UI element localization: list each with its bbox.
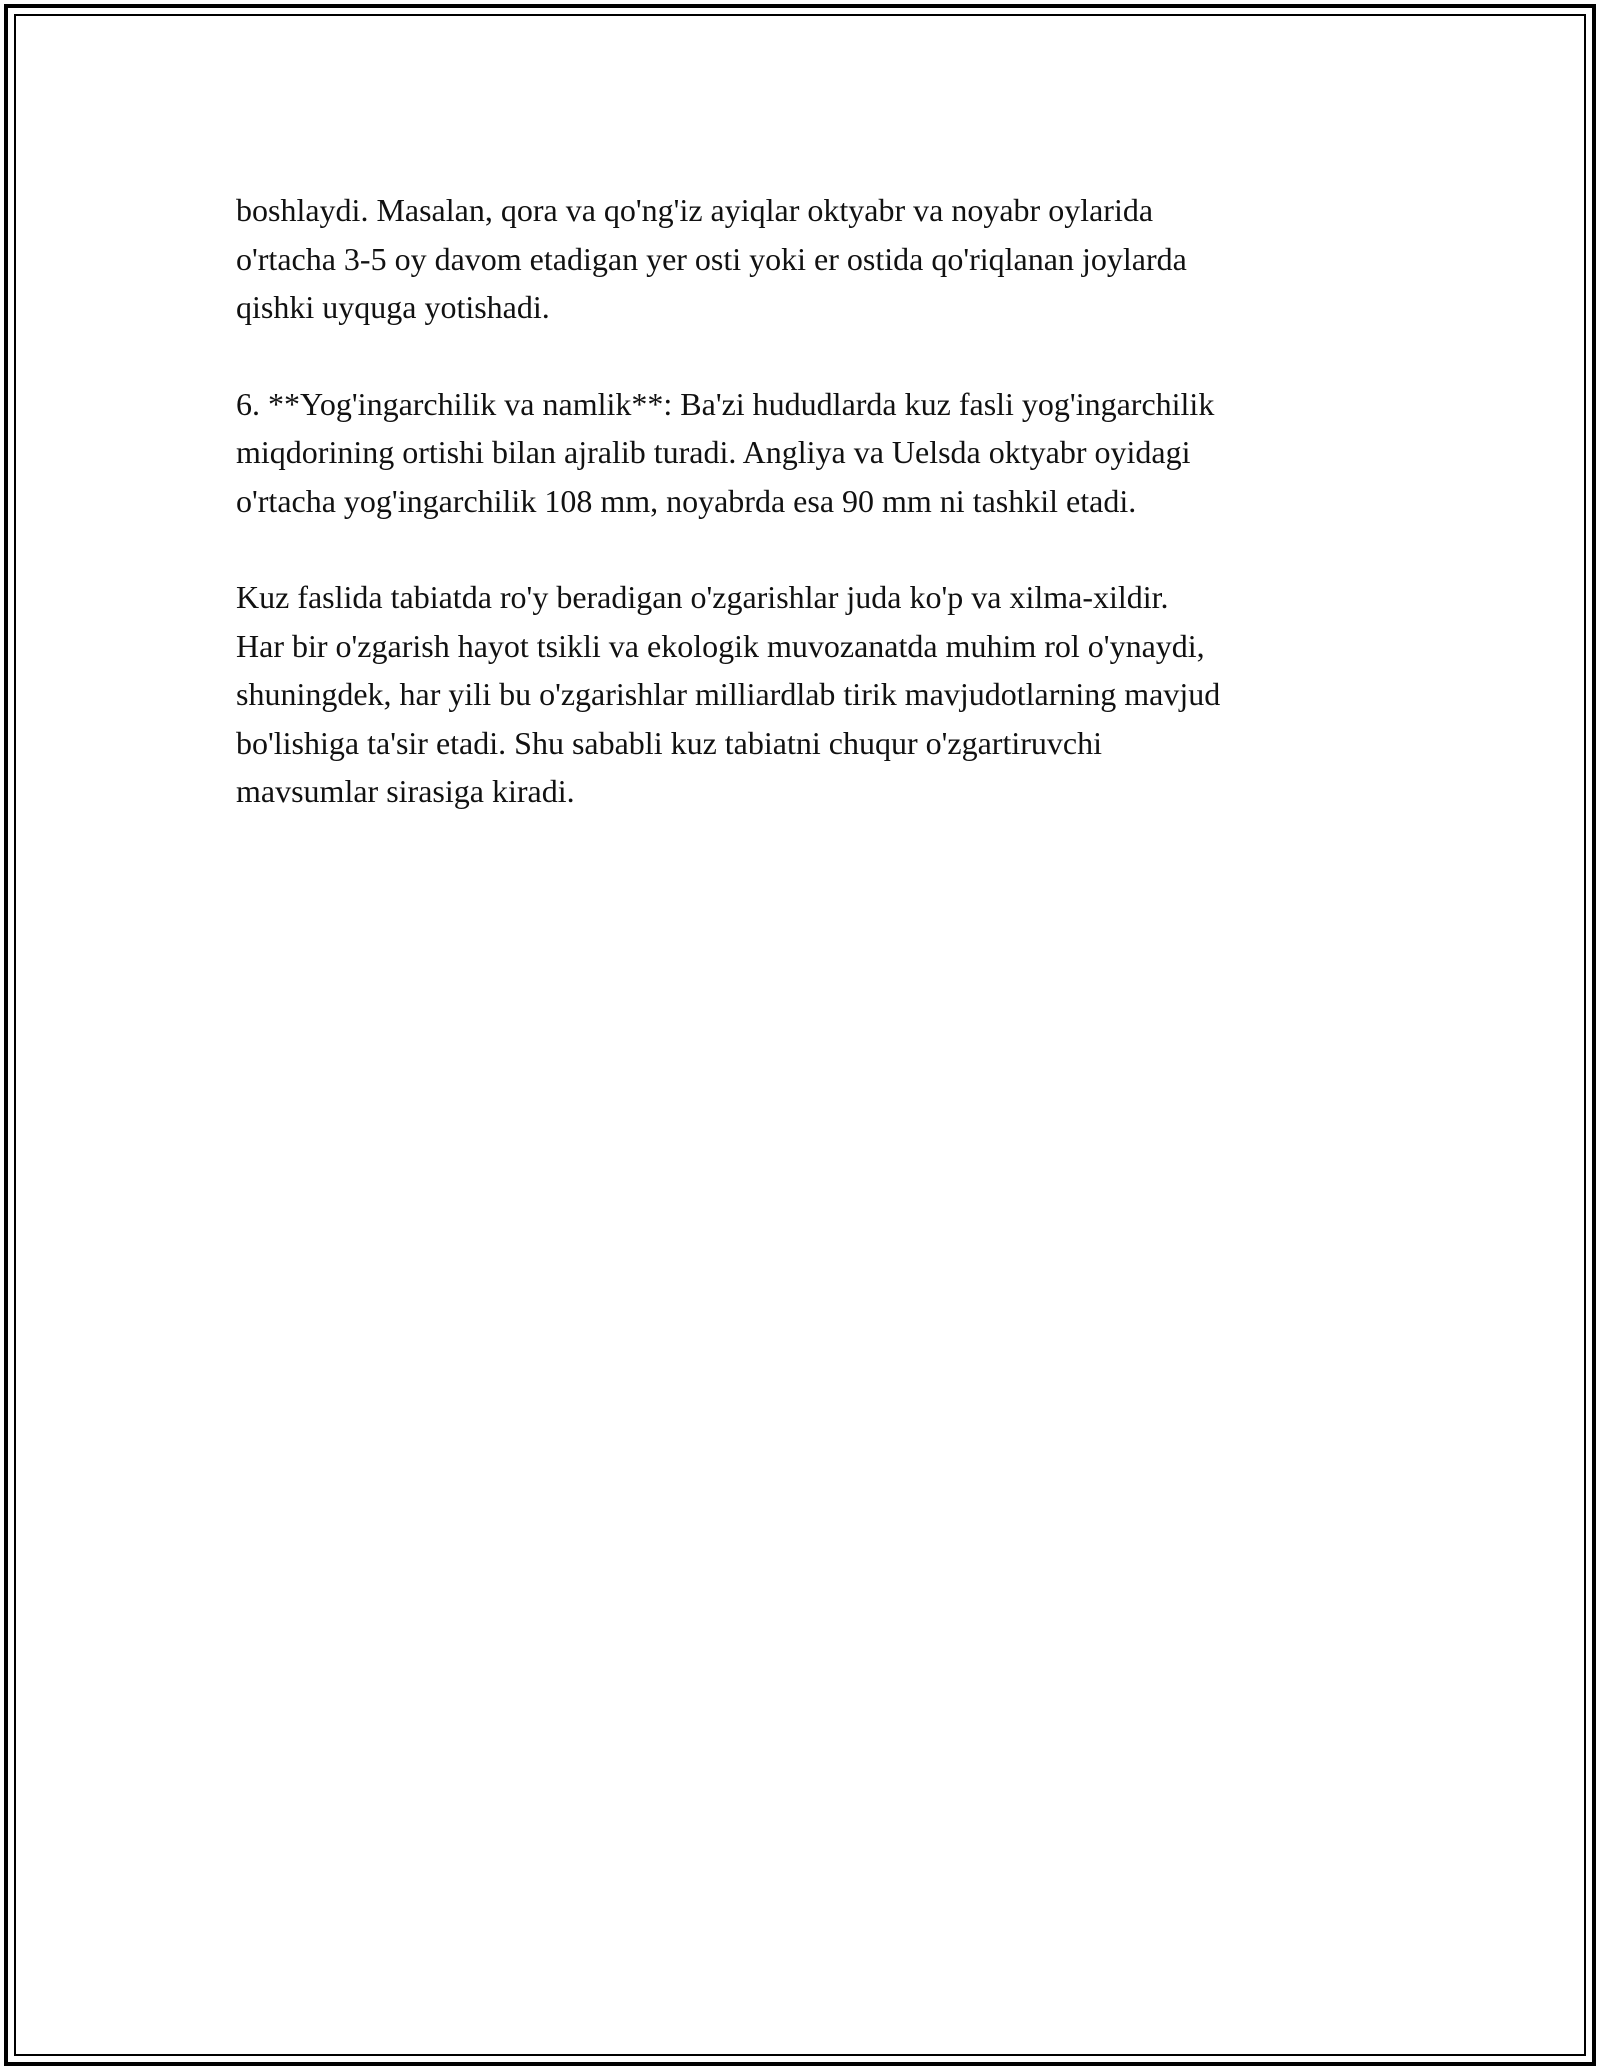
text-line: o'rtacha 3-5 oy davom etadigan yer osti yoki er ostida qo'riqlanan joylarda <box>236 240 1187 277</box>
paragraph-precipitation <box>236 380 1416 526</box>
paragraph-conclusion <box>236 573 1416 816</box>
text-line: 6. **Yog'ingarchilik va namlik**: Ba'zi hududlarda kuz fasli yog'ingarchilik <box>236 385 1215 422</box>
text-line: boshlaydi. Masalan, qora va qo'ng'iz ayiqlar oktyabr va noyabr oylarida <box>236 192 1154 228</box>
text-line: qishki uyquga yotishadi. <box>236 289 550 325</box>
text-line: miqdorining ortishi bilan ajralib turadi. Angliya va Uelsda oktyabr oyidagi <box>236 434 1191 470</box>
text-line: bo'lishiga ta'sir etadi. Shu sababli kuz tabiatni chuqur o'zgartiruvchi <box>236 724 1102 761</box>
text-line: shuningdek, har yili bu o'zgarishlar milliardlab tirik mavjudotlarning mavjud <box>236 676 1221 712</box>
paragraph-hibernation <box>236 186 1416 332</box>
document-body <box>236 186 1416 864</box>
text-line: o'rtacha yog'ingarchilik 108 mm, noyabrda esa 90 mm ni tashkil etadi. <box>236 482 1137 519</box>
text-line: Kuz faslida tabiatda ro'y beradigan o'zgarishlar juda ko'p va xilma-xildir. <box>236 579 1169 615</box>
text-line: mavsumlar sirasiga kiradi. <box>236 773 575 809</box>
text-line: Har bir o'zgarish hayot tsikli va ekologik muvozanatda muhim rol o'ynaydi, <box>236 627 1205 664</box>
